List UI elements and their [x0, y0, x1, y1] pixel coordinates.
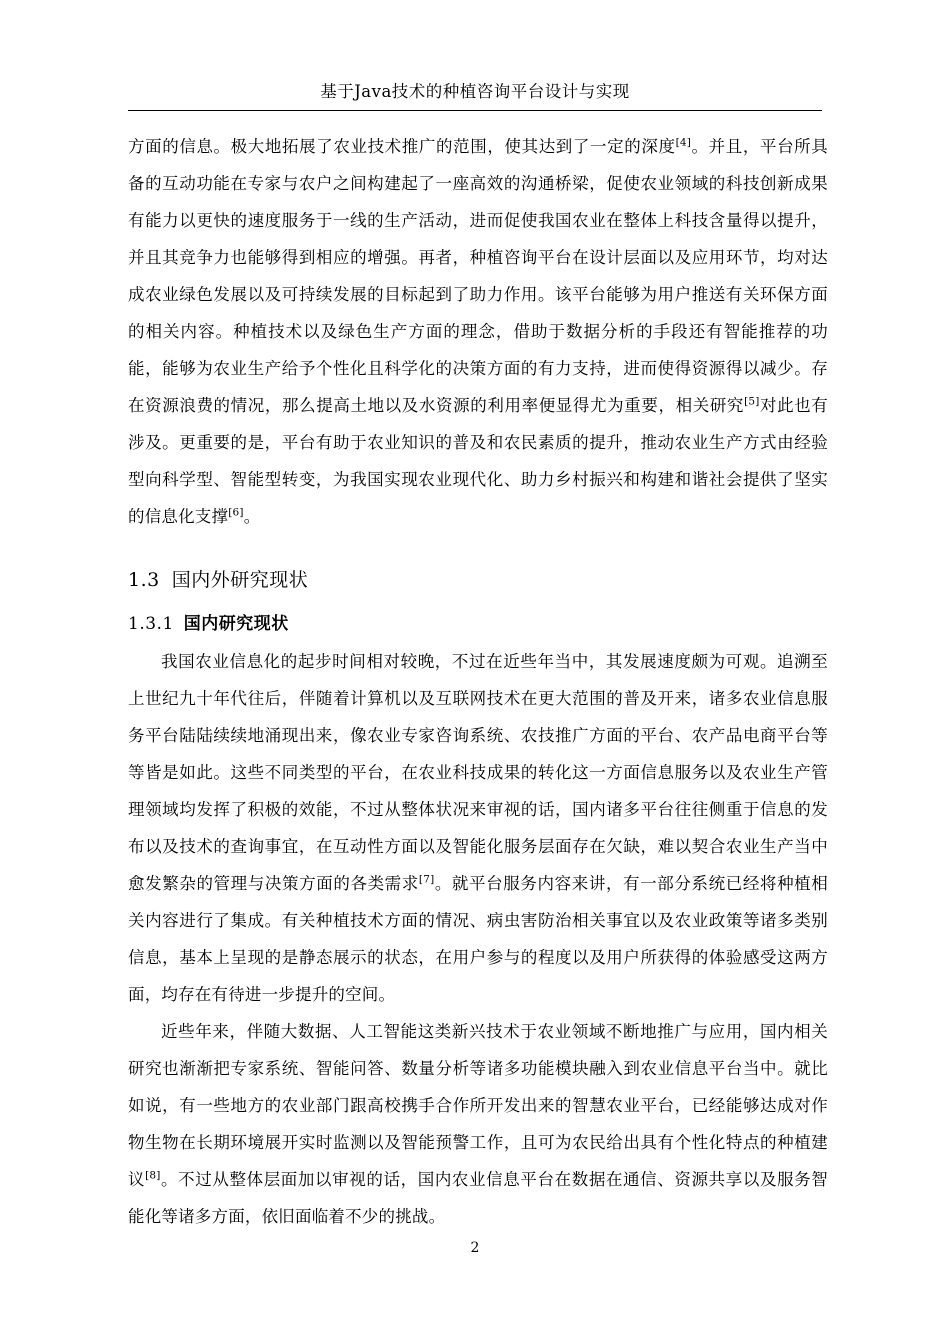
- paragraph-1: 方面的信息。极大地拓展了农业技术推广的范围，使其达到了一定的深度[4]。并且，平台所具备的互动功能在专家与农户之间构建起了一座高效的沟通桥梁，促使农业领域的科技创新成果有能力以更快的速度服务于一线的生产活动，进而促使我国农业在整体上科技含量得以提升，并且其竞争力也能够得到相应的增强。再者，种植咨询平台在设计层面以及应用环节，均对达成农业绿色发展以及可持续发展的目标起到了助力作用。该平台能够为用户推送有关环保方面的相关内容。种植技术以及绿色生产方面的理念，借助于数据分析的手段还有智能推荐的功能，能够为农业生产给予个性化且科学化的决策方面的有力支持，进而使得资源得以减少。存在资源浪费的情况，那么提高土地以及水资源的利用率便显得尤为重要，相关研究[5]对此也有涉及。更重要的是，平台有助于农业知识的普及和农民素质的提升，推动农业生产方式由经验型向科学型、智能型转变，为我国实现农业现代化、助力乡村振兴和构建和谐社会提供了坚实的信息化支撑[6]。: [128, 136, 828, 526]
- paragraph-3: 近些年来，伴随大数据、人工智能这类新兴技术于农业领域不断地推广与应用，国内相关研究也渐渐把专家系统、智能问答、数量分析等诸多功能模块融入到农业信息平台当中。就比如说，有一些地方的农业部门跟高校携手合作所开发出来的智慧农业平台，已经能够达成对作物生物在长期环境展开实时监测以及智能预警工作，且可为农民给出具有个性化特点的种植建议[8]。不过从整体层面加以审视的话，国内农业信息平台在数据在通信、资源共享以及服务智能化等诸多方面，依旧面临着不少的挑战。: [128, 1022, 828, 1226]
- page-number: 2: [470, 1240, 480, 1256]
- paragraph-2: 我国农业信息化的起步时间相对较晚，不过在近些年当中，其发展速度颇为可观。追溯至上世纪九十年代往后，伴随着计算机以及互联网技术在更大范围的普及开来，诸多农业信息服务平台陆陆续续地涌现出来，像农业专家咨询系统、农技推广方面的平台、农产品电商平台等等皆是如此。这些不同类型的平台，在农业科技成果的转化这一方面信息服务以及农业生产管理领域均发挥了积极的效能，不过从整体状况来审视的话，国内诸多平台往往侧重于信息的发布以及技术的查询事宜，在互动性方面以及智能化服务层面存在欠缺，难以契合农业生产当中愈发繁杂的管理与决策方面的各类需求[7]。就平台服务内容来讲，有一部分系统已经将种植相关内容进行了集成。有关种植技术方面的情况、病虫害防治相关事宜以及农业政策等诸多类别信息，基本上呈现的是静态展示的状态，在用户参与的程度以及用户所获得的体验感受这两方面，均存在有待进一步提升的空间。: [128, 652, 828, 1004]
- section-number: 1.3: [128, 569, 160, 591]
- subsection-title: 国内研究现状: [183, 614, 289, 634]
- page-header: 基于Java技术的种植咨询平台设计与实现: [320, 82, 630, 101]
- section-heading-1-3: [128, 565, 828, 595]
- subsection-number: 1.3.1: [128, 614, 174, 634]
- header-divider: [128, 110, 822, 111]
- subsection-heading-1-3-1: [128, 609, 828, 639]
- section-title: 国内外研究现状: [171, 569, 309, 591]
- page-content: [128, 128, 828, 1235]
